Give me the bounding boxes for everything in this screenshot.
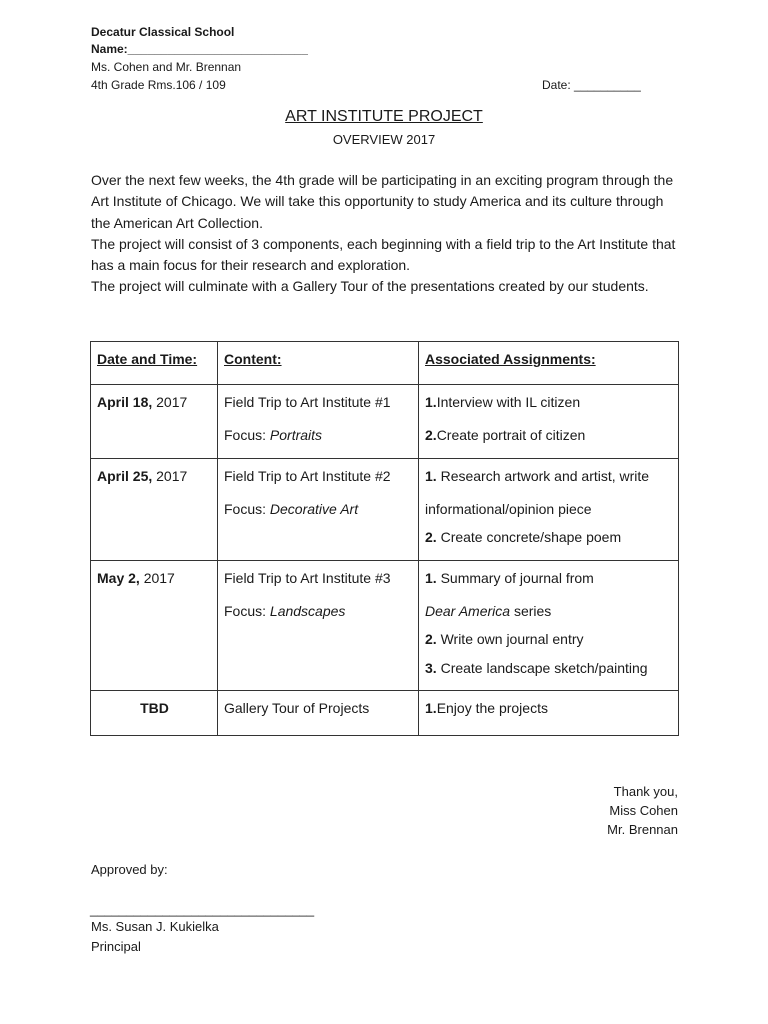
principal-name: Ms. Susan J. Kukielka [91, 919, 219, 934]
page-subtitle: OVERVIEW 2017 [332, 132, 436, 147]
approval-label: Approved by: [91, 862, 168, 877]
intro-paragraph: The project will consist of 3 components, each beginning with a field trip to the Art Institute that has a main focus for their research and exploration. [91, 235, 676, 274]
date-cell: April 25, 2017 [91, 458, 218, 560]
assignments-cell: 1.Enjoy the projects [419, 691, 679, 736]
assignments-cell: 1. Research artwork and artist, write informational/opinion piece 2. Create concrete/shape poem [419, 458, 679, 560]
intro-text [91, 170, 681, 298]
content-cell: Field Trip to Art Institute #3 Focus: Landscapes [218, 560, 419, 691]
teachers-line: Ms. Cohen and Mr. Brennan [91, 60, 242, 74]
closing-thanks: Thank you, [613, 784, 678, 799]
page-title: ART INSTITUTE PROJECT [285, 108, 483, 125]
assignments-cell: 1. Summary of journal from Dear America series 2. Write own journal entry 3. Create landscape sketch/painting [419, 560, 679, 691]
assignments-cell: 1.Interview with IL citizen 2.Create portrait of citizen [419, 385, 679, 459]
content-cell: Field Trip to Art Institute #2 Focus: Decorative Art [218, 458, 419, 560]
table-row [91, 385, 679, 459]
date-cell: May 2, 2017 [91, 560, 218, 691]
table-row [91, 560, 679, 691]
table-row [91, 691, 679, 736]
date-field-label: Date: __________ [542, 78, 641, 92]
intro-paragraph: Over the next few weeks, the 4th grade will be participating in an exciting program through the Art Institute of Chicago. We will take this opportunity to study America and its culture through the American Art Collection. [91, 172, 674, 231]
content-cell: Field Trip to Art Institute #1 Focus: Portraits [218, 385, 419, 459]
school-name: Decatur Classical School [91, 25, 235, 39]
table-header-row [91, 342, 679, 385]
date-cell: April 18, 2017 [91, 385, 218, 459]
closing-signer: Mr. Brennan [607, 822, 678, 837]
content-cell: Gallery Tour of Projects [218, 691, 419, 736]
name-field-label: Name:___________________________ [91, 42, 308, 56]
header-assignments: Associated Assignments: [419, 342, 679, 385]
table-row [91, 458, 679, 560]
header-date: Date and Time: [91, 342, 218, 385]
closing-signer: Miss Cohen [609, 803, 678, 818]
signature-line: _______________________________ [90, 902, 315, 917]
grade-rooms-line: 4th Grade Rms.106 / 109 [91, 78, 226, 92]
schedule-table [90, 341, 679, 736]
principal-role: Principal [91, 939, 141, 954]
intro-paragraph: The project will culminate with a Gallery Tour of the presentations created by our students. [91, 278, 649, 295]
date-cell: TBD [91, 691, 218, 736]
header-content: Content: [218, 342, 419, 385]
